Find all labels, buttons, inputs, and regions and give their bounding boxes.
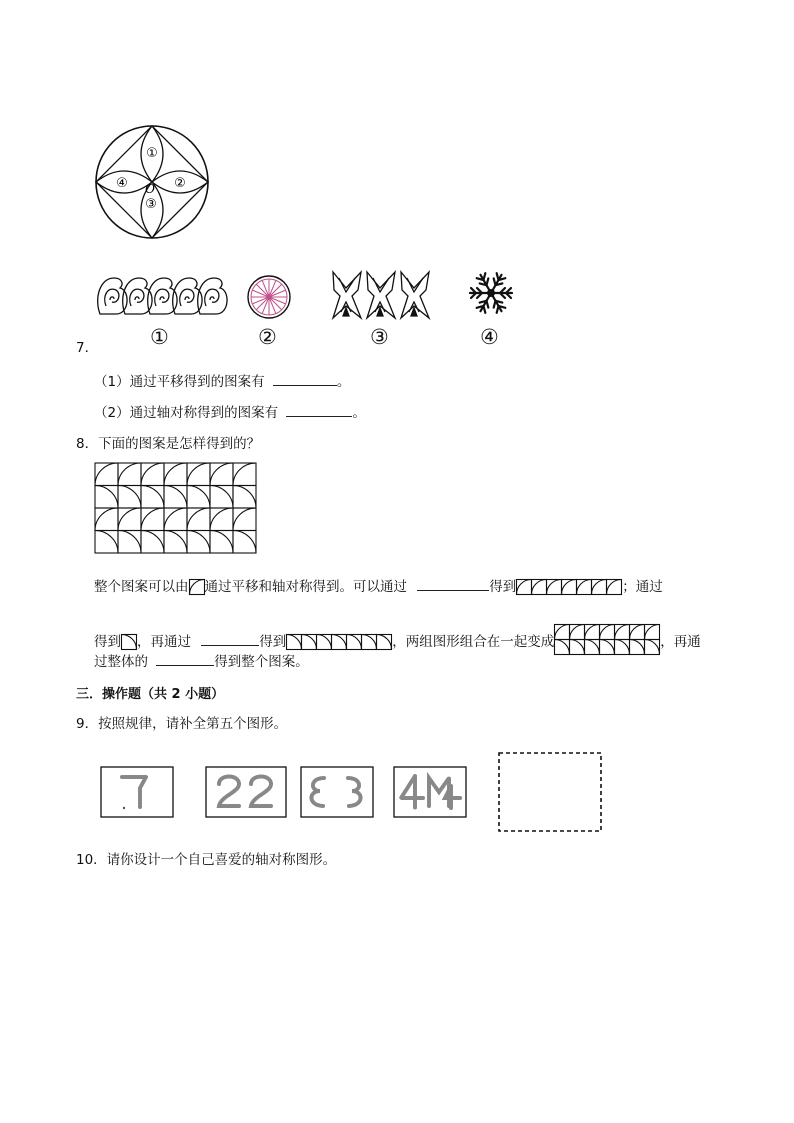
circle-petal-figure: [94, 124, 210, 240]
q7-sub1-answer-blank[interactable]: [273, 371, 337, 386]
q9-text: 9．按照规律，请补全第五个图形。: [76, 716, 288, 732]
q7-sub1-prefix: （1）通过平移得到的图案有: [94, 374, 265, 390]
q8-blank-3[interactable]: [156, 651, 214, 666]
q8-l2-e: ，再通: [660, 634, 701, 650]
q9-frame-3: [300, 766, 374, 818]
q8-arc-grid: [94, 462, 258, 554]
unit-tile-icon: [189, 579, 205, 595]
section-3-title: 三．操作题（共 2 小题）: [76, 687, 225, 702]
pattern-label-1: ①: [150, 325, 169, 349]
q8-l1-d: ；通过: [622, 579, 663, 595]
row-strip-icon: [516, 579, 622, 595]
circle-center-label: O: [145, 182, 155, 196]
mirrored-tile-icon: [121, 634, 137, 650]
mirrored-strip-icon: [286, 634, 392, 650]
q7-sub2-suffix: 。: [352, 405, 366, 421]
q8-title: 8．下面的图案是怎样得到的？: [76, 436, 261, 452]
q8-l2-b: ，再通过: [137, 634, 191, 650]
q9-frame-2: [205, 766, 287, 818]
q10-text: 10．请你设计一个自己喜爱的轴对称图形。: [76, 852, 337, 868]
pattern-1-swirls: [96, 274, 224, 320]
q9-frame-1: [100, 766, 174, 818]
q7-sub2-prefix: （2）通过轴对称得到的图案有: [94, 405, 279, 421]
q8-l3-b: 得到整个图案。: [214, 654, 309, 670]
q8-l3-a: 过整体的: [94, 654, 148, 670]
q8-l2-c: 得到: [259, 634, 287, 650]
q8-blank-2[interactable]: [201, 631, 259, 646]
circle-label-1: ①: [146, 146, 158, 161]
q8-blank-1[interactable]: [417, 576, 489, 591]
pattern-3-paper-cut: [330, 268, 432, 322]
q8-l1-a: 整个图案可以由: [94, 579, 189, 595]
q8-line-3: [94, 651, 309, 672]
q9-answer-frame-5[interactable]: [498, 752, 602, 832]
pattern-2-wheel: [246, 274, 292, 320]
q7-sub2: [94, 402, 366, 423]
circle-label-2: ②: [174, 176, 186, 191]
q7-sub1: [94, 371, 350, 392]
q8-l2-d: ，两组图形组合在一起变成: [392, 634, 555, 650]
q9-frame-4: [393, 766, 467, 818]
circle-label-3: ③: [145, 197, 157, 212]
q8-line-1: [94, 576, 663, 597]
pattern-label-3: ③: [370, 325, 389, 349]
circle-label-4: ④: [116, 176, 128, 191]
pattern-label-2: ②: [258, 325, 277, 349]
q8-l2-a: 得到: [94, 634, 121, 650]
q8-l1-c: 得到: [489, 579, 517, 595]
q7-number: 7．: [76, 340, 99, 356]
q7-sub2-answer-blank[interactable]: [286, 402, 352, 417]
pattern-label-4: ④: [480, 325, 499, 349]
pattern-4-snowflake: [466, 268, 516, 318]
q7-sub1-suffix: 。: [336, 374, 351, 390]
q8-l1-b: 通过平移和轴对称得到。可以通过: [204, 579, 407, 595]
combined-strip-icon: [554, 624, 660, 656]
